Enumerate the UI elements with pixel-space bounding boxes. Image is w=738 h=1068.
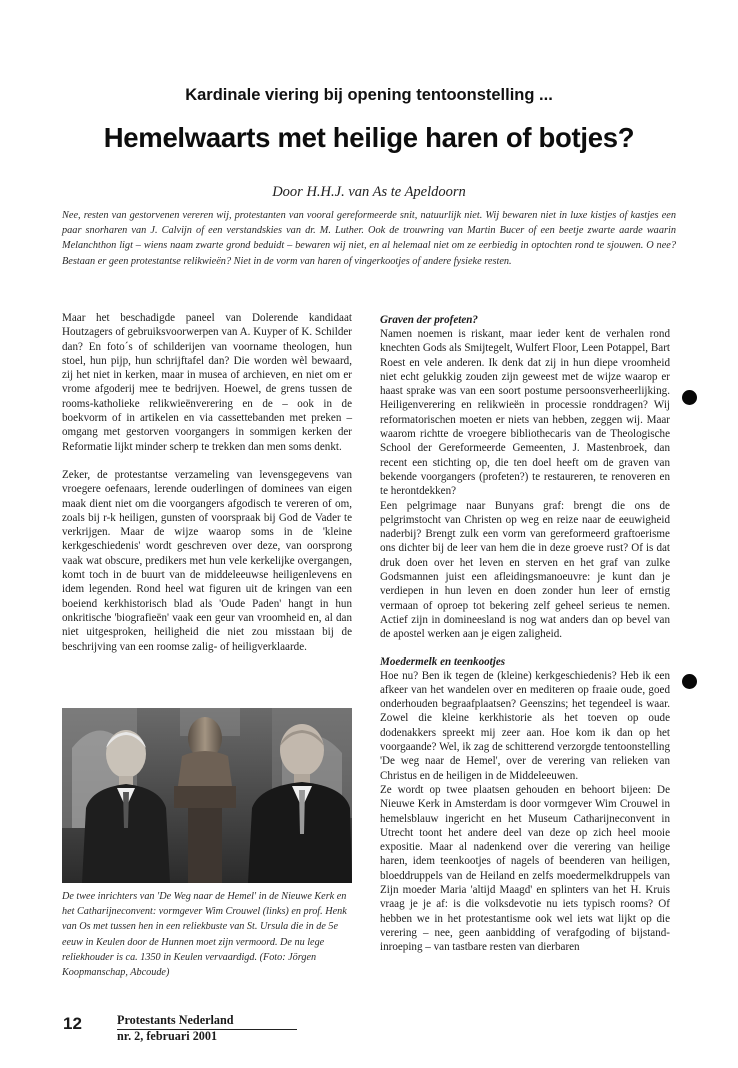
issue-info: nr. 2, februari 2001 xyxy=(117,1028,218,1043)
article-intro: Nee, resten van gestorvenen vereren wij, protestanten van vooral gereformeerde snit, natuurlijk niet. Wij bewaren niet in luxe kistjes of kastjes een paar snorharen van J. Calvijn of een verstandskies van dr. M. Luther. Ook de trouwring van Martin Bucer of een beetje zwarte aarde waarin Melanchthon ligt – wiens naam zwarte grond beduidt – bewaren wij niet, en al helemaal niet om ze eerbiedig in optochten rond te sjouwen. O nee? Bestaan er geen protestantse relikwieën? Niet in de vorm van haren of vingerkootjes of andere fysieke resten. xyxy=(62,210,676,267)
body-paragraph: Zeker, de protestantse verzameling van levensgegevens van vroegere oefenaars, lerende ouderlingen of dominees van eigen maak dient niet om die voorgangers afgodisch te vereren of om, zoals bij r-k heiligen, gunsten of voorspraak bij God de Vader te verkrijgen. Maar de wijze waarop soms in de 'kleine kerkgeschiedenis' wordt geschreven over deze, van oorsprong vaak wat obscure, predikers met hun vele kerkelijke overgangen, komt toch in de buurt van de middeleeuwse heiligenlevens en idem legenden. Rond heel wat figuren uit de kringen van een boeiend kerkhistorisch blad als 'Oude Paden' hangt in hun onkritische 'biografieën' vaak een geur van vroomheid en, al dan niet uitgesproken, heiligheid die niet zou misstaan bij de beschrijving van een roomse zalig- of heiligverklaarde. xyxy=(62,468,352,653)
body-paragraph: Ze wordt op twee plaatsen gehouden en behoort bijeen: De Nieuwe Kerk in Amsterdam is door vormgever Wim Crouwel in hemelsblauw ingericht en het Museum Catharijneconvent in Utrecht toont het andere deel van deze op zich heel mooie expositie. Maar al nadenkend over die verering van heilige haren, idem teenkootjes of nagels of beenderen van heiligen, bloeddruppels van de Heiland en zelfs moedermelkdruppels van Zijn moeder Maria 'altijd Maagd' en splinters van het H. Kruis vraag je je af: is die volksdevotie nu iets typisch rooms? Of hebben we in het protestantisme ook wel iets wat lijkt op die verering – nee, geen aanbidding of verafgoding of bijstand-inroeping – van tastbare resten van dierbaren xyxy=(380,783,670,954)
publication-name: Protestants Nederland xyxy=(117,1014,297,1030)
article-headline: Hemelwaarts met heilige haren of botjes? xyxy=(103,122,635,153)
body-paragraph: Hoe nu? Ben ik tegen de (kleine) kerkgeschiedenis? Heb ik een afkeer van het wandelen over en mediteren op fraaie oude, goed onderhouden begraafplaatsen? Geenszins; het tegendeel is waar. Zowel die kleine kerkhistorie als het toeven op oude dodenakkers spreekt mij zeer aan. Hoe kom ik dan op het voorgaande? Wel, ik zag de schitterend verzorgde tentoonstelling 'De weg naar de Hemel', over de verering van relieken van Christus en de heiligen in de Middeleeuwen. xyxy=(380,669,670,782)
photo-caption: De twee inrichters van 'De Weg naar de Hemel' in de Nieuwe Kerk en het Catharijneconvent: vormgever Wim Crouwel (links) en prof. Henk van Os met tussen hen in een reliekbuste van St. Ursula die in de 5e eeuw in Keulen door de Hunnen moet zijn vermoord. De nu lege reliekhouder is ca. 1350 in Keulen vervaardigd. (Foto: Jörgen Koopmanschap, Abcoude) xyxy=(62,891,347,979)
body-paragraph: Een pelgrimage naar Bunyans graf: brengt die ons de pelgrimstocht van Christen op weg en reize naar de eeuwigheid naderbij? Brengt zulk een vorm van gereformeerd graftoerisme ons dichter bij de leer van hem die in deze groeve rust? Of is dat druk doen over het leven en sterven en het graf van zulke Godsmannen juist een afleidingsmanoeuvre: je kunt dan je verdiepen in hun leven en doen zonder hun leer of ernstig vermaan of oproep tot bekering zelf geheel serieus te nemen. Actief zijn in domineesland is nog wat anders dan op bevel van de apostel werken aan je eigen zaligheid. xyxy=(380,499,670,641)
section-heading: Moedermelk en teenkootjes xyxy=(380,655,506,668)
article-byline: Door H.H.J. van As te Apeldoorn xyxy=(272,184,466,200)
right-column xyxy=(380,313,670,954)
body-paragraph: Maar het beschadigde paneel van Dolerende kandidaat Houtzagers of gebruiksvoorwerpen van A. Kuyper of K. Schilder dan? En foto´s of schilderijen van voorname theologen, hun stoel, hun pijp, hun schrijftafel dan? Die worden wèl bewaard, zij het niet in kerken, maar in musea of archieven, en niet om er vrome afgoderij mee te bedrijven. Hoewel, de grens tussen de rooms-katholieke relikwieënverering en de – ook in de boekvorm of in artikelen en via cassettebanden met preken – omgang met gestorven voorgangers in sommigen kerken der Reformatie lijkt minder scherp te trekken dan men soms denkt. xyxy=(62,312,352,453)
page-number: 12 xyxy=(63,1014,82,1033)
margin-dot xyxy=(682,674,697,689)
article-photo xyxy=(62,708,352,883)
footer xyxy=(117,1014,297,1043)
left-column xyxy=(62,311,352,654)
article-kicker: Kardinale viering bij opening tentoonstelling ... xyxy=(185,86,553,104)
section-heading: Graven der profeten? xyxy=(380,314,478,326)
photo-illustration xyxy=(62,708,352,883)
body-paragraph: Namen noemen is riskant, maar ieder kent de verhalen rond knechten Gods als Smijtegelt, Wulfert Floor, Leen Potappel, Bart Roest en vele anderen. Ik denk dat zij in hun diepe vroomheid niet echt gelukkig zouden zijn geweest met de wijze waarop er haast sprake was van een soort postume persoonsverheerlijking. Heiligenverering en relikwieën in processie ronddragen? Wij reformatorischen moeten er niets van hebben, zeggen wij. Maar waarom richtte de vroegere bibliothecaris van de Theologische School der Gereformeerde Gemeenten, J. Mastenbroek, dan recent een stichting op, die ten doel heeft om de graven van bekende voorgangers (profeten?) te restaureren, te renoveren en te herontdekken? xyxy=(380,328,670,498)
margin-dot xyxy=(682,390,697,405)
